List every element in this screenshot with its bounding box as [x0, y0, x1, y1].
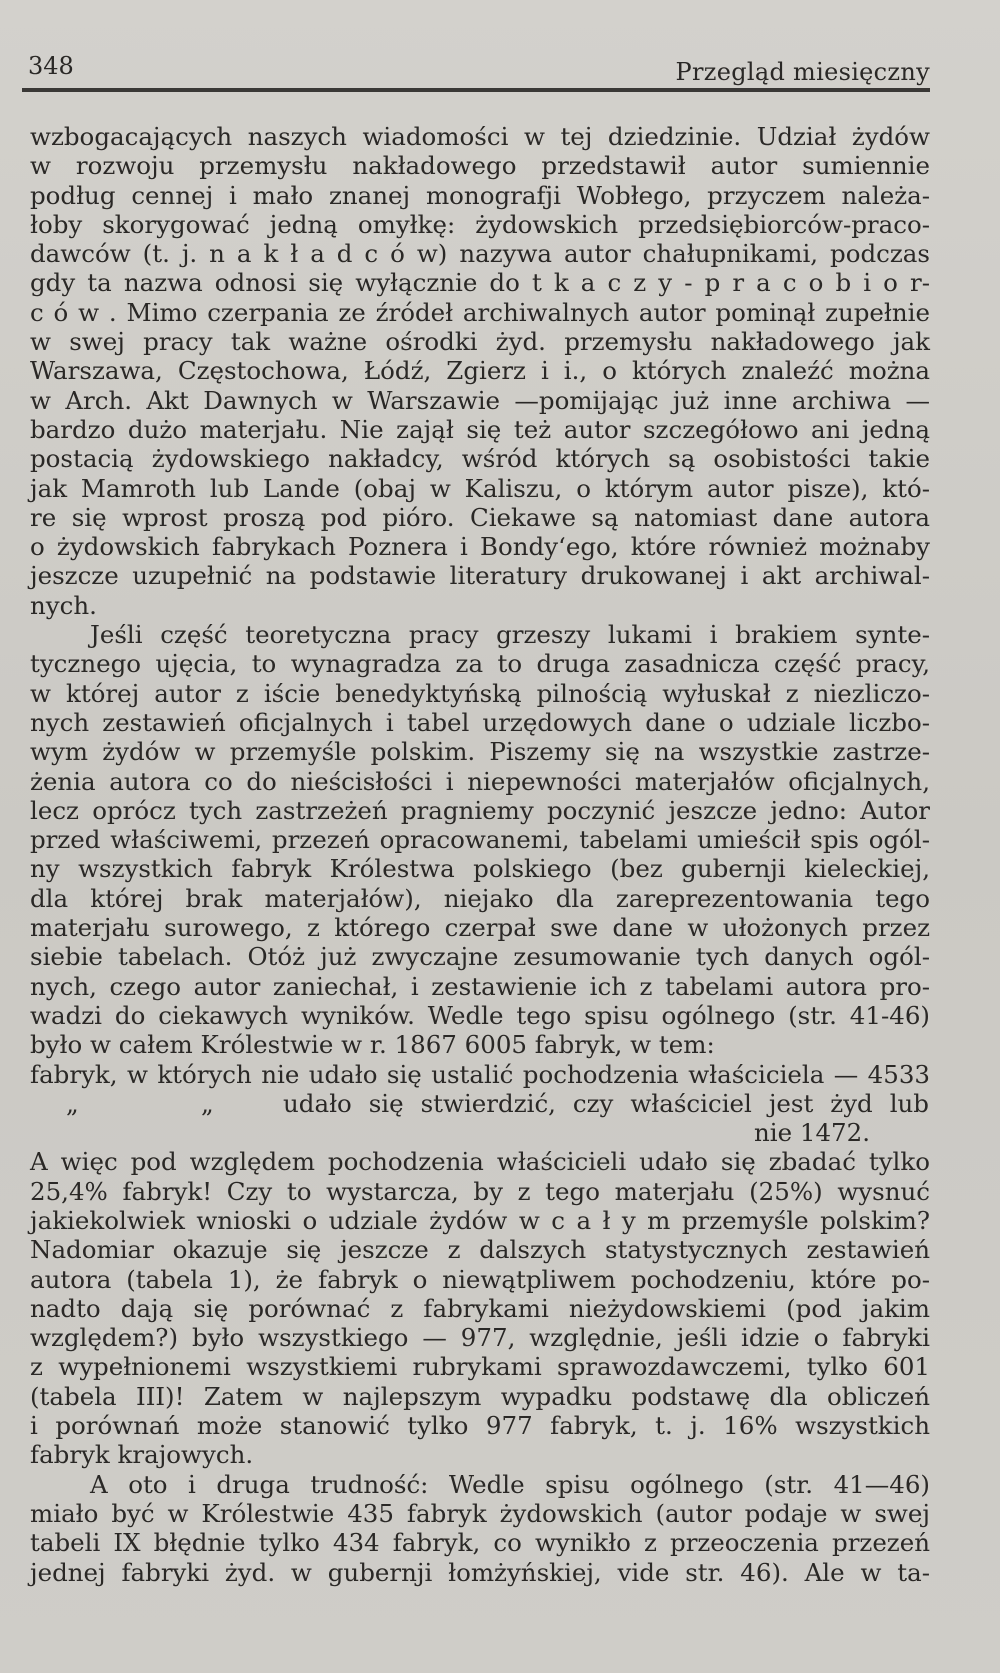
text-line: Warszawa, Częstochowa, Łódź, Zgierz i i., o których znaleźć można	[30, 356, 930, 386]
paragraph-start-line: A oto i druga trudność: Wedle spisu ogólnego (str. 41—46)	[90, 1469, 930, 1499]
text-line: w Arch. Akt Dawnych w Warszawie —pomijając już inne archiwa —	[30, 385, 930, 415]
text-line: żenia autora co do nieścisłości i niepewności materjałów oficjalnych,	[30, 766, 930, 796]
text-line: c ó w . Mimo czerpania ze źródeł archiwalnych autor pominął zupełnie	[30, 297, 930, 327]
body-text	[30, 122, 930, 1587]
paragraph-start-line: Jeśli część teoretyczna pracy grzeszy lukami i brakiem synte-	[90, 620, 930, 650]
text-line: dawców (t. j. n a k ł a d c ó w) nazywa autor chałupnikami, podczas	[30, 239, 930, 269]
text-line: jednej fabryki żyd. w gubernji łomżyńskiej, vide str. 46). Ale w ta-	[30, 1557, 930, 1587]
ditto-mark: „	[201, 1088, 214, 1118]
text-line: jeszcze uzupełnić na podstawie literatury drukowanej i akt archiwal-	[30, 561, 930, 591]
text-line: nych zestawień oficjalnych i tabel urzędowych dane o udziale liczbo-	[30, 707, 930, 737]
text-line: udało się stwierdzić, czy właściciel jest żyd lub	[283, 1088, 929, 1118]
text-line: wym żydów w przemyśle polskim. Piszemy się na wszystkie zastrze-	[30, 737, 930, 767]
text-line: łoby skorygować jedną omyłkę: żydowskich przedsiębiorców-praco-	[30, 209, 930, 239]
text-line: w rozwoju przemysłu nakładowego przedstawił autor sumiennie	[30, 151, 930, 181]
text-line: nie 1472.	[753, 1118, 870, 1148]
text-line: siebie tabelach. Otóż już zwyczajne zesumowanie tych danych ogól-	[30, 942, 930, 972]
text-line: jakiekolwiek wnioski o udziale żydów w c a ł y m przemyśle polskim?	[30, 1205, 930, 1235]
text-line: wadzi do ciekawych wyników. Wedle tego spisu ogólnego (str. 41-46)	[30, 1000, 930, 1030]
text-line: lecz oprócz tych zastrzeżeń pragniemy poczynić jeszcze jedno: Autor	[30, 795, 930, 825]
text-line: (tabela III)! Zatem w najlepszym wypadku podstawę dla obliczeń	[30, 1381, 930, 1411]
text-line: dla której brak materjałów), niejako dla zareprezentowania tego	[30, 883, 930, 913]
text-line: materjału surowego, z którego czerpał swe dane w ułożonych przez	[30, 913, 930, 943]
text-line: postacią żydowskiego nakładcy, wśród których są osobistości takie	[30, 444, 930, 474]
text-line: fabryk, w których nie udało się ustalić pochodzenia właściciela — 4533	[30, 1059, 930, 1089]
text-line: ny wszystkich fabryk Królestwa polskiego (bez gubernji kieleckiej,	[30, 854, 930, 884]
text-line: względem?) było wszystkiego — 977, względnie, jeśli idzie o fabryki	[30, 1323, 930, 1353]
text-line: fabryk krajowych.	[30, 1440, 254, 1470]
text-line: podług cennej i mało znanej monografji Wobłego, przyczem należa-	[30, 180, 930, 210]
text-line: było w całem Królestwie w r. 1867 6005 fabryk, w tem:	[30, 1030, 715, 1060]
text-line: tabeli IX błędnie tylko 434 fabryk, co wynikło z przeoczenia przezeń	[30, 1528, 930, 1558]
text-line: z wypełnionemi wszystkiemi rubrykami sprawozdawczemi, tylko 601	[30, 1352, 930, 1382]
running-title: Przegląd miesięczny	[675, 58, 930, 86]
text-line: nych.	[30, 590, 97, 620]
text-line: bardzo dużo materjału. Nie zajął się też autor szczegółowo ani jedną	[30, 414, 930, 444]
page-number: 348	[28, 52, 74, 80]
text-line: w swej pracy tak ważne ośrodki żyd. przemysłu nakładowego jak	[30, 327, 930, 357]
text-line: autora (tabela 1), że fabryk o niewątpliwem pochodzeniu, które po-	[30, 1264, 930, 1294]
header-rule	[22, 88, 930, 92]
text-line: 25,4% fabryk! Czy to wystarcza, by z tego materjału (25%) wysnuć	[30, 1176, 930, 1206]
text-line: re się wprost proszą pod pióro. Ciekawe są natomiast dane autora	[30, 502, 930, 532]
text-line: przed właściwemi, przezeń opracowanemi, tabelami umieścił spis ogól-	[30, 825, 930, 855]
text-line: w której autor z iście benedyktyńską pilnością wyłuskał z niezliczo-	[30, 678, 930, 708]
page-header	[28, 48, 930, 92]
text-line: o żydowskich fabrykach Poznera i Bondy‘ego, które również możnaby	[30, 532, 930, 562]
text-line: i porównań może stanowić tylko 977 fabryk, t. j. 16% wszystkich	[30, 1411, 930, 1441]
ditto-mark: „	[66, 1088, 79, 1118]
text-line: tycznego ujęcia, to wynagradza za to druga zasadnicza część pracy,	[30, 649, 930, 679]
text-line: jak Mamroth lub Lande (obaj w Kaliszu, o którym autor pisze), któ-	[30, 473, 930, 503]
text-line: nych, czego autor zaniechał, i zestawienie ich z tabelami autora pro-	[30, 971, 930, 1001]
text-line: Nadomiar okazuje się jeszcze z dalszych statystycznych zestawień	[30, 1235, 930, 1265]
text-line: wzbogacających naszych wiadomości w tej dziedzinie. Udział żydów	[30, 122, 930, 151]
text-line: miało być w Królestwie 435 fabryk żydowskich (autor podaje w swej	[30, 1498, 930, 1528]
text-line: nadto dają się porównać z fabrykami nieżydowskiemi (pod jakim	[30, 1293, 930, 1323]
text-line: A więc pod względem pochodzenia właścicieli udało się zbadać tylko	[30, 1147, 930, 1177]
ditto-line	[30, 1089, 930, 1118]
text-line: gdy ta nazwa odnosi się wyłącznie do t k a c z y - p r a c o b i o r-	[30, 268, 930, 298]
